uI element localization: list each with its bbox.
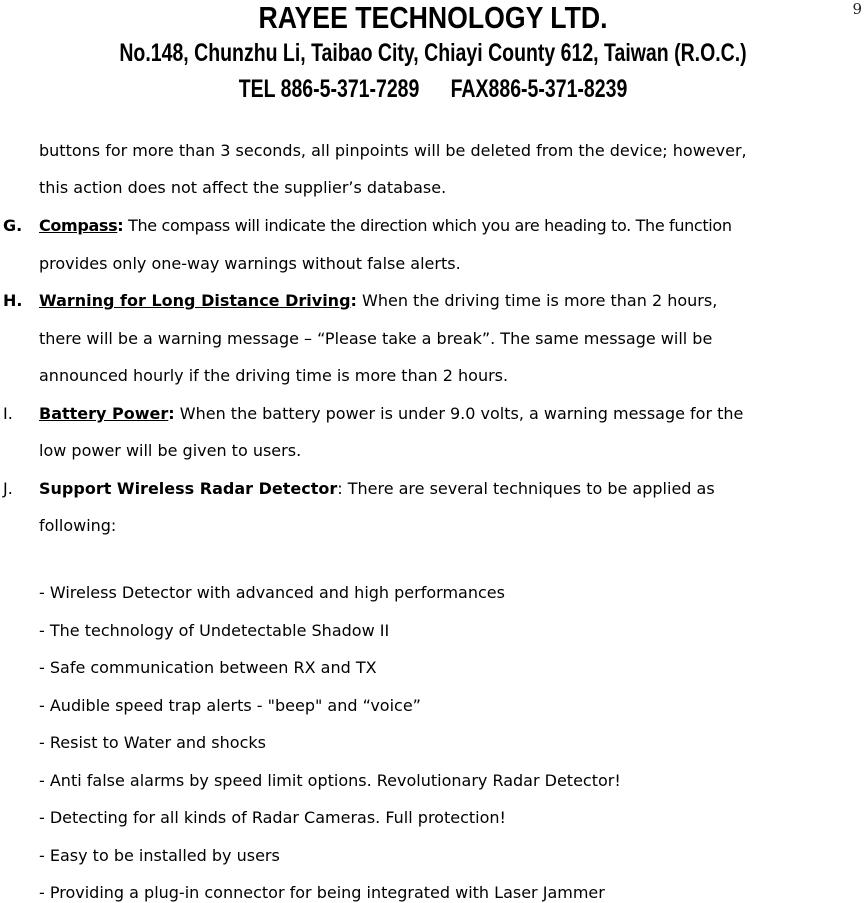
- section-warning-line-2: there will be a warning message – “Please take a break”. The same message will be: [39, 329, 713, 348]
- section-letter-j: J.: [3, 479, 13, 498]
- section-title: Battery Power: [39, 404, 169, 423]
- section-radar: [39, 479, 715, 499]
- feature-item: - Audible speed trap alerts - "beep" and “voice”: [39, 696, 421, 715]
- feature-item: - Wireless Detector with advanced and high performances: [39, 583, 505, 602]
- section-colon: :: [117, 216, 124, 235]
- feature-item: - Detecting for all kinds of Radar Cameras. Full protection!: [39, 808, 506, 827]
- section-letter-h: H.: [3, 291, 23, 310]
- feature-item: - Resist to Water and shocks: [39, 733, 266, 752]
- section-title: Support Wireless Radar Detector: [39, 479, 338, 498]
- section-compass-line-2: provides only one-way warnings without false alerts.: [39, 254, 461, 273]
- section-radar-line-2: following:: [39, 516, 117, 535]
- section-warning-line-3: announced hourly if the driving time is more than 2 hours.: [39, 366, 509, 385]
- fax: FAX886-5-371-8239: [450, 75, 628, 103]
- section-letter-i: I.: [3, 404, 13, 423]
- section-compass: [39, 216, 732, 236]
- section-title: Compass: [39, 216, 118, 235]
- feature-item: - Anti false alarms by speed limit options. Revolutionary Radar Detector!: [39, 771, 621, 790]
- feature-item: - Easy to be installed by users: [39, 846, 280, 865]
- section-battery-line-2: low power will be given to users.: [39, 441, 302, 460]
- section-title: Warning for Long Distance Driving: [39, 291, 351, 310]
- feature-item: - Providing a plug-in connector for being integrated with Laser Jammer: [39, 883, 605, 902]
- intro-line-2: this action does not affect the supplier’s database.: [39, 178, 447, 197]
- section-text: The compass will indicate the direction which you are heading to. The function: [123, 216, 732, 235]
- section-text: When the driving time is more than 2 hours,: [356, 291, 718, 310]
- company-address: No.148, Chunzhu Li, Taibao City, Chiayi County 612, Taiwan (R.O.C.): [119, 39, 747, 67]
- section-text: When the battery power is under 9.0 volts, a warning message for the: [174, 404, 744, 423]
- intro-line-1: buttons for more than 3 seconds, all pinpoints will be deleted from the device; however,: [39, 141, 747, 160]
- section-text: There are several techniques to be applied as: [342, 479, 715, 498]
- company-contact: [95, 75, 770, 104]
- company-name: RAYEE TECHNOLOGY LTD.: [258, 0, 608, 35]
- feature-item: - The technology of Undetectable Shadow II: [39, 621, 390, 640]
- section-colon: :: [350, 291, 357, 310]
- page-number: 9: [852, 0, 862, 18]
- section-colon: :: [337, 479, 343, 498]
- section-colon: :: [168, 404, 175, 423]
- section-battery: [39, 404, 743, 424]
- section-letter-g: G.: [3, 216, 23, 235]
- feature-item: - Safe communication between RX and TX: [39, 658, 377, 677]
- section-warning: [39, 291, 717, 311]
- telephone: TEL 886-5-371-7289: [238, 75, 420, 103]
